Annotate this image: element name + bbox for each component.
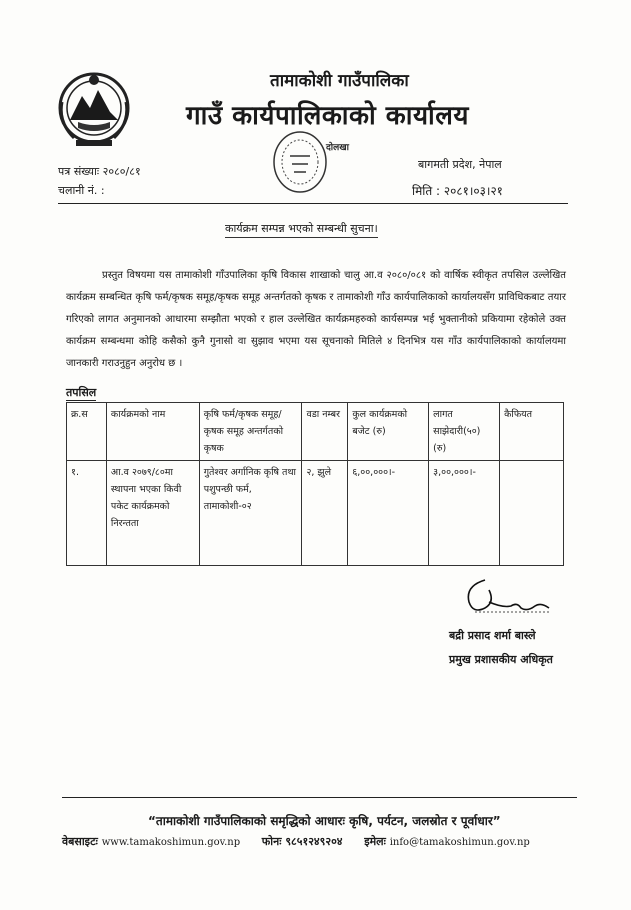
cell-program: आ.व २०७९/८०मा स्थापना भएका किवी पकेट कार्यक्रमको निरन्तता: [106, 461, 199, 566]
email-label: इमेलः: [364, 835, 386, 848]
stamp-text: दोलखा: [326, 143, 349, 153]
cell-remarks: [500, 461, 564, 566]
signature-mark: [455, 572, 555, 622]
table-header-row: [67, 403, 564, 461]
cell-serial: १.: [67, 461, 107, 566]
cell-ward: २, झुले: [302, 461, 348, 566]
header-divider: [58, 203, 568, 204]
col-header-remarks: कैफियत: [500, 403, 564, 461]
col-header-ward: वडा नम्बर: [302, 403, 348, 461]
col-header-program: कार्यक्रमको नाम: [106, 403, 199, 461]
program-table: [66, 402, 564, 566]
letter-number: पत्र संख्याः २०८०/८१: [58, 165, 141, 178]
dispatch-number: चलानी नं. :: [58, 184, 105, 197]
cell-farm: गुतेश्वर अर्गानिक कृषि तथा पशुपन्छी फर्म, तामाकोशी-०२: [199, 461, 302, 566]
signer-name: बद्री प्रसाद शर्मा बास्ले: [449, 629, 536, 642]
government-emblem: [52, 62, 136, 152]
office-name: तामाकोशी गाउँपालिका: [270, 71, 409, 91]
cell-cost-share: ३,००,०००।-: [429, 461, 500, 566]
province: बागमती प्रदेश, नेपाल: [418, 158, 502, 171]
col-header-cost-share: लागत साझेदारी(५०) (रु): [429, 403, 500, 461]
col-header-budget: कुल कार्यक्रमको बजेट (रु): [348, 403, 429, 461]
tapasil-label: तपसिल: [66, 386, 97, 399]
website-link[interactable]: www.tamakoshimun.gov.np: [101, 837, 241, 848]
cell-budget: ६,००,०००।-: [348, 461, 429, 566]
notice-body: [66, 265, 566, 375]
phone-label: फोनः: [261, 835, 282, 848]
subject-line: कार्यक्रम सम्पन्न भएको सम्बन्धी सुचना।: [225, 221, 378, 238]
body-paragraph: प्रस्तुत विषयमा यस तामाकोशी गाँउपालिका कृषि विकास शाखाको चालु आ.व २०८०/०८१ को वार्षिक स्वीकृत तपसिल उल्लेखित कार्यक्रम सम्बन्धित कृषि फर्म/कृषक समूह/कृषक समूह अन्तर्गतको कृषक र तामाकोशी गाँउ कार्यपालिकाको कार्यालयसँग प्राविधिकबाट तयार गरिएको लागत अनुमानको आधारमा सम्झौता भएको र हाल उल्लेखित कार्यक्रमहरुको कार्यसम्पन्न भई भुक्तानीको प्रकियामा रहेकोले उक्त कार्यक्रम सम्बन्धमा कोहि कसैको कुनै गुनासो वा सुझाव भएमा यस सूचनाको मितिले ४ दिनभित्र यस गाँउ कार्यपालिकाको कार्यालयमा जानकारी गराउनुहुन अनुरोध छ ।: [66, 270, 566, 369]
footer-divider: [62, 797, 577, 798]
col-header-farm: कृषि फर्म/कृषक समूह/कृषक समूह अन्तर्गतको कृषक: [199, 403, 302, 461]
col-header-serial: क्र.स: [67, 403, 107, 461]
website-label: वेबसाइटः: [62, 835, 98, 848]
table-row: [67, 461, 564, 566]
phone-number: ९८५१२४९२०४: [285, 835, 343, 848]
office-stamp: [268, 126, 368, 196]
email-link[interactable]: info@tamakoshimun.gov.np: [389, 837, 530, 848]
letter-date: मिति : २०८१।०३।२१: [412, 184, 503, 198]
office-title: गाउँ कार्यपालिकाको कार्यालय: [186, 101, 469, 131]
signer-title: प्रमुख प्रशासकीय अधिकृत: [449, 653, 553, 666]
footer-contact: [62, 834, 530, 849]
footer-slogan: “तामाकोशी गाउँपालिकाको समृद्धिको आधारः कृषि, पर्यटन, जलस्रोत र पूर्वाधार”: [148, 814, 501, 828]
